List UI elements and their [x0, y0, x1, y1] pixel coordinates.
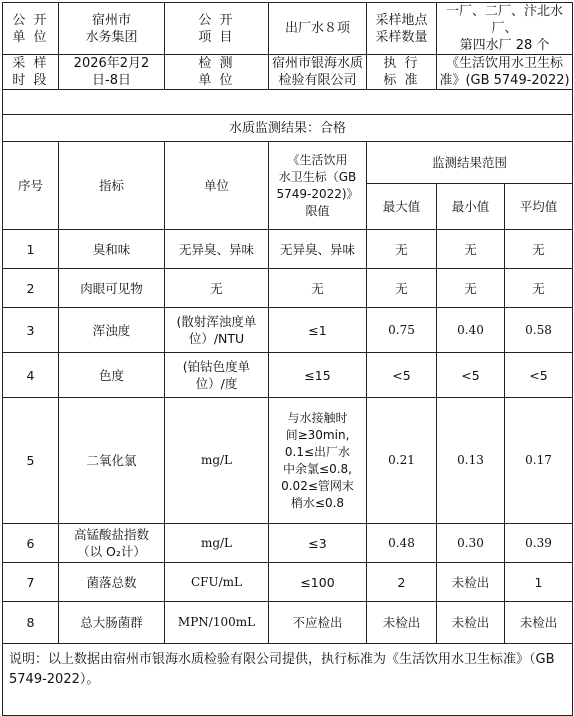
row-max: 无 — [367, 269, 437, 308]
row-indicator: 总大肠菌群 — [59, 602, 165, 644]
col-range: 监测结果范围 — [367, 142, 573, 184]
sample-period-label: 采 样 时 段 — [3, 55, 59, 90]
row-max: 无 — [367, 230, 437, 269]
result-title: 水质监测结果：合格 — [3, 115, 573, 142]
water-quality-table — [2, 2, 573, 716]
standard: 《生活饮用水卫生标 准》(GB 5749-2022) — [437, 55, 573, 90]
row-max: 0.48 — [367, 524, 437, 563]
row-min: 0.30 — [437, 524, 505, 563]
standard-label: 执 行 标 准 — [367, 55, 437, 90]
col-indicator: 指标 — [59, 142, 165, 230]
row-min: 无 — [437, 269, 505, 308]
col-limit: 《生活饮用 水卫生标（GB 5749-2022)》 限值 — [269, 142, 367, 230]
row-no: 7 — [3, 563, 59, 602]
row-no: 4 — [3, 353, 59, 398]
table-row — [3, 524, 573, 563]
row-min: 0.40 — [437, 308, 505, 353]
row-limit: 与水接触时 间≥30min, 0.1≤出厂水 中余氯≤0.8, 0.02≤管网末 梢水≤0.8 — [269, 398, 367, 524]
sample-period: 2026年2月2 日-8日 — [59, 55, 165, 90]
row-unit: (散射浑浊度单 位）/NTU — [165, 308, 269, 353]
row-no: 6 — [3, 524, 59, 563]
test-unit-label: 检 测 单 位 — [165, 55, 269, 90]
row-limit: 无异臭、异味 — [269, 230, 367, 269]
row-avg: 0.58 — [505, 308, 573, 353]
row-min: 无 — [437, 230, 505, 269]
row-indicator: 色度 — [59, 353, 165, 398]
table-row — [3, 308, 573, 353]
row-unit: mg/L — [165, 524, 269, 563]
row-unit: 无 — [165, 269, 269, 308]
disclose-unit: 宿州市 水务集团 — [59, 3, 165, 55]
row-indicator: 浑浊度 — [59, 308, 165, 353]
sample-location-label: 采样地点 采样数量 — [367, 3, 437, 55]
row-avg: 无 — [505, 230, 573, 269]
row-limit: ≤3 — [269, 524, 367, 563]
row-indicator: 肉眼可见物 — [59, 269, 165, 308]
col-unit: 单位 — [165, 142, 269, 230]
row-max: <5 — [367, 353, 437, 398]
row-unit: MPN/100mL — [165, 602, 269, 644]
row-unit: CFU/mL — [165, 563, 269, 602]
disclose-unit-label: 公 开 单 位 — [3, 3, 59, 55]
row-limit: 不应检出 — [269, 602, 367, 644]
row-no: 5 — [3, 398, 59, 524]
row-avg: 未检出 — [505, 602, 573, 644]
row-indicator: 菌落总数 — [59, 563, 165, 602]
row-max: 0.75 — [367, 308, 437, 353]
row-avg: 1 — [505, 563, 573, 602]
row-max: 未检出 — [367, 602, 437, 644]
col-max: 最大值 — [367, 184, 437, 230]
row-limit: ≤1 — [269, 308, 367, 353]
table-row — [3, 230, 573, 269]
disclose-item-label: 公 开 项 目 — [165, 3, 269, 55]
row-limit: ≤15 — [269, 353, 367, 398]
table-row — [3, 269, 573, 308]
row-avg: 0.39 — [505, 524, 573, 563]
table-row — [3, 353, 573, 398]
col-min: 最小值 — [437, 184, 505, 230]
row-limit: ≤100 — [269, 563, 367, 602]
row-indicator: 二氧化氯 — [59, 398, 165, 524]
row-max: 2 — [367, 563, 437, 602]
row-avg: 0.17 — [505, 398, 573, 524]
row-no: 2 — [3, 269, 59, 308]
row-min: 未检出 — [437, 563, 505, 602]
footnote: 说明：以上数据由宿州市银海水质检验有限公司提供，执行标准为《生活饮用水卫生标准》（GB 5749-2022）。 — [3, 644, 573, 716]
row-min: 未检出 — [437, 602, 505, 644]
row-unit: mg/L — [165, 398, 269, 524]
table-row — [3, 602, 573, 644]
row-unit: (铂钴色度单 位）/度 — [165, 353, 269, 398]
row-no: 3 — [3, 308, 59, 353]
disclose-item: 出厂水８项 — [269, 3, 367, 55]
row-no: 1 — [3, 230, 59, 269]
row-avg: 无 — [505, 269, 573, 308]
row-avg: <5 — [505, 353, 573, 398]
table-row — [3, 398, 573, 524]
test-unit: 宿州市银海水质 检验有限公司 — [269, 55, 367, 90]
row-min: <5 — [437, 353, 505, 398]
row-indicator: 臭和味 — [59, 230, 165, 269]
sample-location: 一厂、二厂、汴北水厂、 第四水厂 28 个 — [437, 3, 573, 55]
row-unit: 无异臭、异味 — [165, 230, 269, 269]
row-max: 0.21 — [367, 398, 437, 524]
row-no: 8 — [3, 602, 59, 644]
col-no: 序号 — [3, 142, 59, 230]
row-min: 0.13 — [437, 398, 505, 524]
table-row — [3, 563, 573, 602]
spacer-row — [3, 90, 573, 115]
row-indicator: 高锰酸盐指数 （以 O₂计） — [59, 524, 165, 563]
row-limit: 无 — [269, 269, 367, 308]
col-avg: 平均值 — [505, 184, 573, 230]
